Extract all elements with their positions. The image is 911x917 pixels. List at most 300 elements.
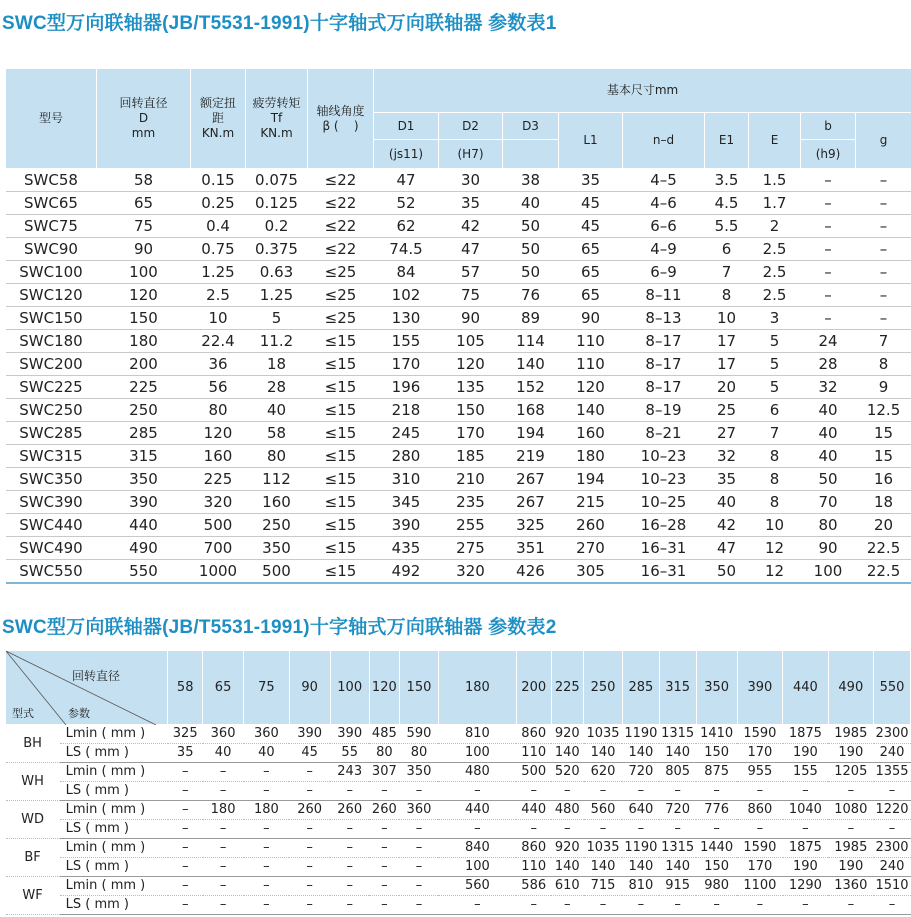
diameter-header: 180 [438, 651, 516, 725]
value-cell: 40 [705, 491, 749, 514]
table-row [6, 744, 911, 763]
value-cell: 1355 [874, 763, 911, 782]
value-cell: 267 [503, 491, 559, 514]
diameter-header: 100 [330, 651, 369, 725]
value-cell: 4–9 [623, 238, 705, 261]
value-cell: – [203, 839, 244, 858]
header-e1: E1 [705, 113, 749, 169]
value-cell: 105 [439, 330, 503, 353]
value-cell: 920 [551, 839, 583, 858]
value-cell: 58 [97, 169, 191, 192]
diameter-header: 75 [244, 651, 289, 725]
value-cell: 55 [330, 744, 369, 763]
value-cell: 720 [622, 763, 659, 782]
value-cell: 0.4 [191, 215, 246, 238]
value-cell: 4–5 [623, 169, 705, 192]
value-cell: 40 [246, 399, 308, 422]
value-cell: 10 [749, 514, 801, 537]
value-cell: 390 [330, 725, 369, 744]
value-cell: 480 [438, 763, 516, 782]
value-cell: 190 [783, 744, 828, 763]
type-cell: WF [6, 877, 60, 915]
value-cell: 45 [559, 192, 623, 215]
value-cell: 28 [246, 376, 308, 399]
value-cell: 190 [828, 744, 873, 763]
value-cell: – [244, 782, 289, 801]
value-cell: 8–13 [623, 307, 705, 330]
value-cell: 196 [374, 376, 439, 399]
value-cell: – [203, 858, 244, 877]
value-cell: 22.5 [856, 537, 911, 560]
value-cell: 150 [696, 858, 737, 877]
value-cell: 610 [551, 877, 583, 896]
value-cell: 8 [749, 491, 801, 514]
table2-title: SWC型万向联轴器(JB/T5531-1991)十字轴式万向联轴器 参数表2 [2, 617, 557, 638]
value-cell: 4–6 [623, 192, 705, 215]
value-cell: 155 [783, 763, 828, 782]
value-cell: – [168, 763, 203, 782]
value-cell: 170 [439, 422, 503, 445]
value-cell: 150 [439, 399, 503, 422]
value-cell: – [203, 820, 244, 839]
value-cell: 57 [439, 261, 503, 284]
value-cell: 140 [551, 858, 583, 877]
value-cell: 1035 [584, 725, 623, 744]
value-cell: ≤22 [308, 238, 374, 261]
value-cell: – [369, 877, 399, 896]
value-cell: 267 [503, 468, 559, 491]
value-cell: 80 [191, 399, 246, 422]
value-cell: 860 [516, 725, 551, 744]
diameter-header: 390 [737, 651, 782, 725]
parameter-table-2 [5, 650, 911, 915]
value-cell: 40 [503, 192, 559, 215]
value-cell: 240 [874, 744, 911, 763]
value-cell: ≤15 [308, 399, 374, 422]
value-cell: – [168, 896, 203, 915]
value-cell: – [737, 782, 782, 801]
value-cell: 100 [801, 560, 856, 584]
value-cell: 80 [399, 744, 438, 763]
value-cell: 490 [97, 537, 191, 560]
value-cell: 3.5 [705, 169, 749, 192]
value-cell: ≤25 [308, 261, 374, 284]
value-cell: 1410 [696, 725, 737, 744]
value-cell: 440 [516, 801, 551, 820]
value-cell: 360 [203, 725, 244, 744]
value-cell: 250 [246, 514, 308, 537]
value-cell: 1590 [737, 725, 782, 744]
value-cell: – [330, 858, 369, 877]
value-cell: 32 [801, 376, 856, 399]
value-cell: 345 [374, 491, 439, 514]
value-cell: 20 [705, 376, 749, 399]
model-cell: SWC315 [6, 445, 97, 468]
value-cell: 65 [559, 284, 623, 307]
value-cell: 40 [801, 399, 856, 422]
param-cell: LS ( mm ) [60, 744, 168, 763]
value-cell: 1035 [584, 839, 623, 858]
table-row [6, 445, 911, 468]
header-rotation-diameter: 回转直径 D mm [97, 69, 191, 169]
value-cell: 435 [374, 537, 439, 560]
value-cell: 135 [439, 376, 503, 399]
value-cell: 75 [439, 284, 503, 307]
value-cell: – [874, 782, 911, 801]
value-cell: – [289, 839, 330, 858]
value-cell: 90 [801, 537, 856, 560]
table-row [6, 537, 911, 560]
value-cell: – [856, 261, 911, 284]
model-cell: SWC100 [6, 261, 97, 284]
value-cell: – [659, 896, 696, 915]
value-cell: 200 [97, 353, 191, 376]
table-row [6, 820, 911, 839]
value-cell: 18 [856, 491, 911, 514]
value-cell: 112 [246, 468, 308, 491]
value-cell: – [330, 877, 369, 896]
value-cell: 8–17 [623, 330, 705, 353]
value-cell: – [551, 782, 583, 801]
value-cell: 440 [438, 801, 516, 820]
model-cell: SWC90 [6, 238, 97, 261]
table-row [6, 192, 911, 215]
value-cell: 8–17 [623, 353, 705, 376]
value-cell: 955 [737, 763, 782, 782]
value-cell: 22.5 [856, 560, 911, 584]
table-row [6, 725, 911, 744]
value-cell: 140 [551, 744, 583, 763]
value-cell: – [801, 169, 856, 192]
value-cell: 80 [801, 514, 856, 537]
value-cell: – [801, 238, 856, 261]
value-cell: 980 [696, 877, 737, 896]
value-cell: ≤25 [308, 284, 374, 307]
value-cell: 140 [584, 744, 623, 763]
value-cell: – [369, 858, 399, 877]
value-cell: 140 [559, 399, 623, 422]
value-cell: 7 [856, 330, 911, 353]
value-cell: – [399, 858, 438, 877]
table-row [6, 353, 911, 376]
value-cell: 550 [97, 560, 191, 584]
value-cell: 485 [369, 725, 399, 744]
value-cell: 2 [749, 215, 801, 238]
value-cell: 426 [503, 560, 559, 584]
value-cell: 90 [439, 307, 503, 330]
value-cell: 260 [369, 801, 399, 820]
value-cell: 15 [856, 445, 911, 468]
value-cell: 8 [749, 468, 801, 491]
value-cell: 90 [97, 238, 191, 261]
value-cell: 70 [801, 491, 856, 514]
value-cell: 350 [97, 468, 191, 491]
value-cell: ≤15 [308, 422, 374, 445]
value-cell: 38 [503, 169, 559, 192]
value-cell: 0.125 [246, 192, 308, 215]
value-cell: ≤22 [308, 169, 374, 192]
value-cell: – [289, 896, 330, 915]
header-d2-tolerance: (H7) [439, 140, 503, 169]
value-cell: – [289, 782, 330, 801]
value-cell: 240 [874, 858, 911, 877]
value-cell: – [659, 782, 696, 801]
value-cell: 170 [737, 744, 782, 763]
value-cell: 20 [856, 514, 911, 537]
value-cell: 1590 [737, 839, 782, 858]
value-cell: 12 [749, 537, 801, 560]
value-cell: – [856, 284, 911, 307]
diameter-header: 65 [203, 651, 244, 725]
value-cell: – [828, 820, 873, 839]
value-cell: 120 [191, 422, 246, 445]
value-cell: 492 [374, 560, 439, 584]
value-cell: 75 [97, 215, 191, 238]
value-cell: 140 [503, 353, 559, 376]
model-cell: SWC120 [6, 284, 97, 307]
value-cell: 243 [330, 763, 369, 782]
value-cell: 0.75 [191, 238, 246, 261]
value-cell: – [244, 896, 289, 915]
value-cell: 325 [168, 725, 203, 744]
value-cell: – [369, 820, 399, 839]
table1-title: SWC型万向联轴器(JB/T5531-1991)十字轴式万向联轴器 参数表1 [2, 13, 557, 34]
diameter-header: 490 [828, 651, 873, 725]
value-cell: 305 [559, 560, 623, 584]
header-g: g [856, 113, 911, 169]
diameter-header: 250 [584, 651, 623, 725]
value-cell: 150 [696, 744, 737, 763]
value-cell: 720 [659, 801, 696, 820]
model-cell: SWC75 [6, 215, 97, 238]
value-cell: – [874, 820, 911, 839]
model-cell: SWC350 [6, 468, 97, 491]
model-cell: SWC440 [6, 514, 97, 537]
value-cell: 58 [246, 422, 308, 445]
header-d3-blank [503, 140, 559, 169]
param-cell: LS ( mm ) [60, 896, 168, 915]
model-cell: SWC200 [6, 353, 97, 376]
value-cell: 114 [503, 330, 559, 353]
value-cell: – [289, 820, 330, 839]
value-cell: 1440 [696, 839, 737, 858]
value-cell: – [289, 858, 330, 877]
value-cell: – [438, 782, 516, 801]
param-cell: LS ( mm ) [60, 782, 168, 801]
value-cell: 350 [246, 537, 308, 560]
type-cell: WD [6, 801, 60, 839]
diameter-header: 58 [168, 651, 203, 725]
value-cell: 8–11 [623, 284, 705, 307]
value-cell: – [783, 782, 828, 801]
table-row [6, 330, 911, 353]
value-cell: – [696, 782, 737, 801]
value-cell: – [289, 763, 330, 782]
table-row [6, 238, 911, 261]
table-row [6, 877, 911, 896]
value-cell: 35 [559, 169, 623, 192]
value-cell: 0.25 [191, 192, 246, 215]
value-cell: 11.2 [246, 330, 308, 353]
value-cell: – [584, 782, 623, 801]
value-cell: 320 [191, 491, 246, 514]
value-cell: 480 [551, 801, 583, 820]
value-cell: – [203, 782, 244, 801]
value-cell: 810 [438, 725, 516, 744]
value-cell: – [856, 192, 911, 215]
value-cell: 715 [584, 877, 623, 896]
table-row [6, 468, 911, 491]
value-cell: 307 [369, 763, 399, 782]
value-cell: ≤15 [308, 376, 374, 399]
value-cell: 8–21 [623, 422, 705, 445]
table-row [6, 858, 911, 877]
value-cell: – [551, 820, 583, 839]
value-cell: – [244, 877, 289, 896]
value-cell: 350 [399, 763, 438, 782]
value-cell: – [584, 896, 623, 915]
value-cell: 40 [801, 422, 856, 445]
value-cell: – [399, 820, 438, 839]
value-cell: 225 [97, 376, 191, 399]
value-cell: 920 [551, 725, 583, 744]
value-cell: 310 [374, 468, 439, 491]
value-cell: – [168, 839, 203, 858]
value-cell: – [856, 238, 911, 261]
value-cell: 80 [369, 744, 399, 763]
value-cell: – [369, 782, 399, 801]
value-cell: 360 [399, 801, 438, 820]
table-row [6, 782, 911, 801]
value-cell: 194 [559, 468, 623, 491]
value-cell: – [737, 896, 782, 915]
value-cell: – [828, 782, 873, 801]
value-cell: 102 [374, 284, 439, 307]
value-cell: 210 [439, 468, 503, 491]
value-cell: 1.5 [749, 169, 801, 192]
param-cell: LS ( mm ) [60, 858, 168, 877]
table-row [6, 261, 911, 284]
value-cell: 1875 [783, 839, 828, 858]
value-cell: 80 [246, 445, 308, 468]
diameter-header: 120 [369, 651, 399, 725]
value-cell: ≤15 [308, 353, 374, 376]
value-cell: 250 [97, 399, 191, 422]
value-cell: 35 [705, 468, 749, 491]
value-cell: 776 [696, 801, 737, 820]
value-cell: ≤15 [308, 537, 374, 560]
param-cell: Lmin ( mm ) [60, 725, 168, 744]
value-cell: – [801, 284, 856, 307]
value-cell: – [696, 896, 737, 915]
value-cell: – [168, 858, 203, 877]
header-b-tolerance: (h9) [801, 140, 856, 169]
value-cell: 40 [203, 744, 244, 763]
value-cell: – [203, 763, 244, 782]
value-cell: – [696, 820, 737, 839]
value-cell: 62 [374, 215, 439, 238]
value-cell: 2.5 [191, 284, 246, 307]
model-cell: SWC250 [6, 399, 97, 422]
value-cell: 22.4 [191, 330, 246, 353]
table-row [6, 491, 911, 514]
value-cell: – [244, 820, 289, 839]
value-cell: 100 [438, 858, 516, 877]
value-cell: 25 [705, 399, 749, 422]
table-row [6, 307, 911, 330]
value-cell: – [874, 896, 911, 915]
value-cell: – [369, 839, 399, 858]
value-cell: – [168, 801, 203, 820]
value-cell: 190 [828, 858, 873, 877]
value-cell: 42 [705, 514, 749, 537]
param-cell: Lmin ( mm ) [60, 877, 168, 896]
value-cell: – [203, 896, 244, 915]
header-d1: D1 [374, 113, 439, 140]
value-cell: – [330, 820, 369, 839]
model-cell: SWC550 [6, 560, 97, 584]
model-cell: SWC65 [6, 192, 97, 215]
value-cell: 1.25 [246, 284, 308, 307]
value-cell: 2.5 [749, 284, 801, 307]
value-cell: 50 [503, 215, 559, 238]
value-cell: 500 [246, 560, 308, 584]
value-cell: 16–31 [623, 560, 705, 584]
value-cell: 218 [374, 399, 439, 422]
header-b: b [801, 113, 856, 140]
value-cell: 500 [516, 763, 551, 782]
value-cell: 130 [374, 307, 439, 330]
value-cell: 140 [584, 858, 623, 877]
value-cell: 17 [705, 330, 749, 353]
model-cell: SWC490 [6, 537, 97, 560]
value-cell: 8 [749, 445, 801, 468]
value-cell: 390 [289, 725, 330, 744]
value-cell: – [244, 858, 289, 877]
value-cell: 560 [584, 801, 623, 820]
value-cell: 275 [439, 537, 503, 560]
value-cell: ≤22 [308, 192, 374, 215]
value-cell: 440 [97, 514, 191, 537]
value-cell: 10–25 [623, 491, 705, 514]
value-cell: 219 [503, 445, 559, 468]
header-l1: L1 [559, 113, 623, 169]
value-cell: 40 [801, 445, 856, 468]
value-cell: – [438, 896, 516, 915]
value-cell: 50 [705, 560, 749, 584]
value-cell: – [516, 896, 551, 915]
value-cell: 8–19 [623, 399, 705, 422]
header-model: 型号 [6, 69, 97, 169]
diameter-header: 90 [289, 651, 330, 725]
value-cell: 1315 [659, 725, 696, 744]
corner-label-type: 型式 [12, 707, 34, 720]
value-cell: 120 [559, 376, 623, 399]
value-cell: 1100 [737, 877, 782, 896]
value-cell: 5 [246, 307, 308, 330]
value-cell: – [399, 877, 438, 896]
corner-label-diameter: 回转直径 [72, 669, 121, 683]
value-cell: – [801, 307, 856, 330]
value-cell: – [168, 782, 203, 801]
value-cell: – [244, 763, 289, 782]
table-row [6, 376, 911, 399]
header-d1-tolerance: (js11) [374, 140, 439, 169]
value-cell: 1360 [828, 877, 873, 896]
diameter-header: 200 [516, 651, 551, 725]
diameter-header: 550 [874, 651, 911, 725]
value-cell: 160 [191, 445, 246, 468]
